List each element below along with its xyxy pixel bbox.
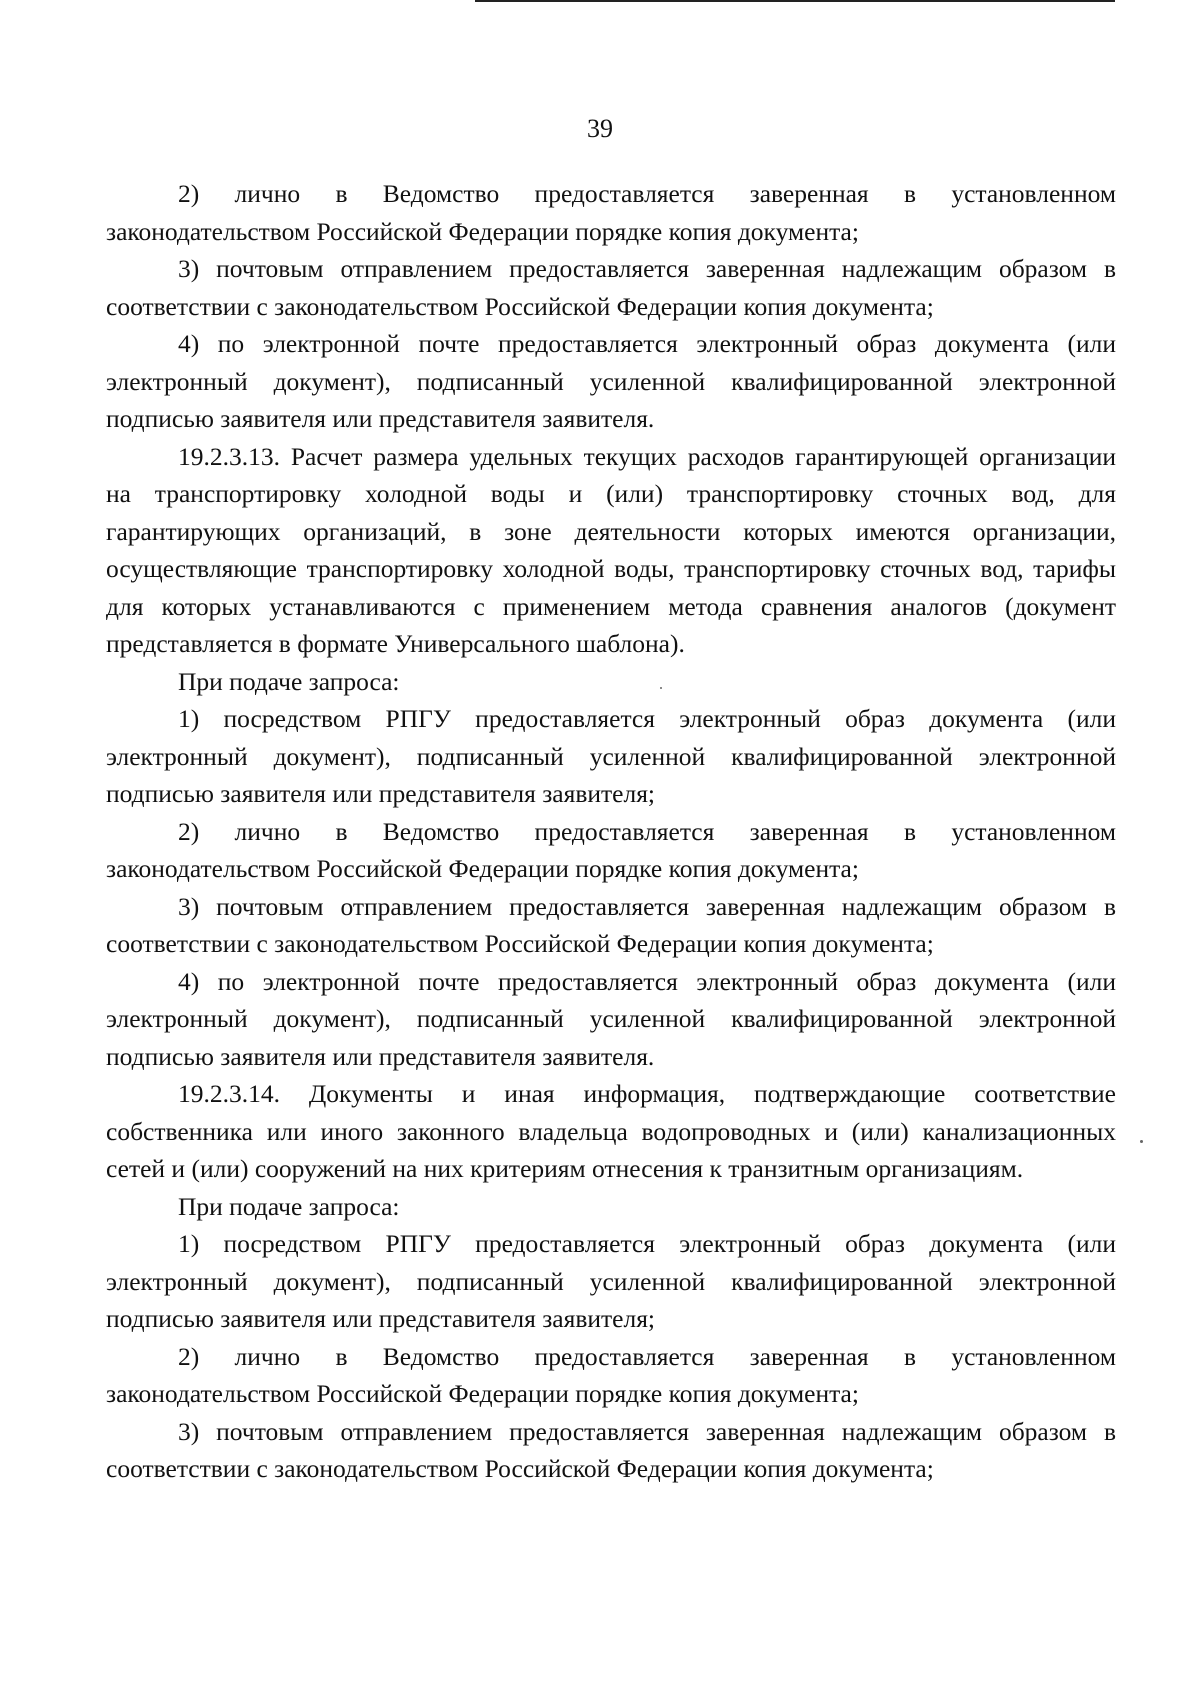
scan-top-edge-line	[475, 0, 1115, 2]
paragraph: 3) почтовым отправлением предоставляется заверенная надлежащим образом в соответствии с законодательством Российской Федерации копия документа;	[106, 1416, 1116, 1483]
paragraph: 2) лично в Ведомство предоставляется заверенная в установленном законодательством Российской Федерации порядке копия документа;	[106, 179, 1116, 246]
paragraph: 2) лично в Ведомство предоставляется заверенная в установленном законодательством Российской Федерации порядке копия документа;	[106, 816, 1116, 883]
paragraph: 1) посредством РПГУ предоставляется электронный образ документа (или электронный документ), подписанный усиленной квалифицированной электронной подписью заявителя или представителя заявителя;	[106, 1229, 1116, 1333]
scan-speck	[1140, 1140, 1143, 1143]
document-body	[106, 175, 1116, 1488]
paragraph: При подаче запроса:	[178, 666, 400, 696]
paragraph: 1) посредством РПГУ предоставляется электронный образ документа (или электронный документ), подписанный усиленной квалифицированной электронной подписью заявителя или представителя заявителя;	[106, 704, 1116, 808]
paragraph: 19.2.3.13. Расчет размера удельных текущих расходов гарантирующей организации на транспортировку холодной воды и (или) транспортировку сточных вод, для гарантирующих организаций, в зоне деятельности которых имеются организации, осуществляющие транспортировку холодной воды, транспортировку сточных вод, тарифы для которых устанавливаются с применением метода сравнения аналогов (документ представляется в формате Универсального шаблона).	[106, 441, 1116, 658]
paragraph: 3) почтовым отправлением предоставляется заверенная надлежащим образом в соответствии с законодательством Российской Федерации копия документа;	[106, 891, 1116, 958]
paragraph: 4) по электронной почте предоставляется электронный образ документа (или электронный документ), подписанный усиленной квалифицированной электронной подписью заявителя или представителя заявителя.	[106, 329, 1116, 433]
paragraph: 19.2.3.14. Документы и иная информация, подтверждающие соответствие собственника или иного законного владельца водопроводных и (или) канализационных сетей и (или) сооружений на них критериям отнесения к транзитным организациям.	[106, 1079, 1116, 1183]
page-number: 39	[587, 114, 613, 143]
paragraph: 3) почтовым отправлением предоставляется заверенная надлежащим образом в соответствии с законодательством Российской Федерации копия документа;	[106, 254, 1116, 321]
paragraph: 2) лично в Ведомство предоставляется заверенная в установленном законодательством Российской Федерации порядке копия документа;	[106, 1341, 1116, 1408]
paragraph: При подаче запроса:	[178, 1191, 400, 1221]
scan-speck	[660, 687, 662, 689]
paragraph: 4) по электронной почте предоставляется электронный образ документа (или электронный документ), подписанный усиленной квалифицированной электронной подписью заявителя или представителя заявителя.	[106, 966, 1116, 1071]
